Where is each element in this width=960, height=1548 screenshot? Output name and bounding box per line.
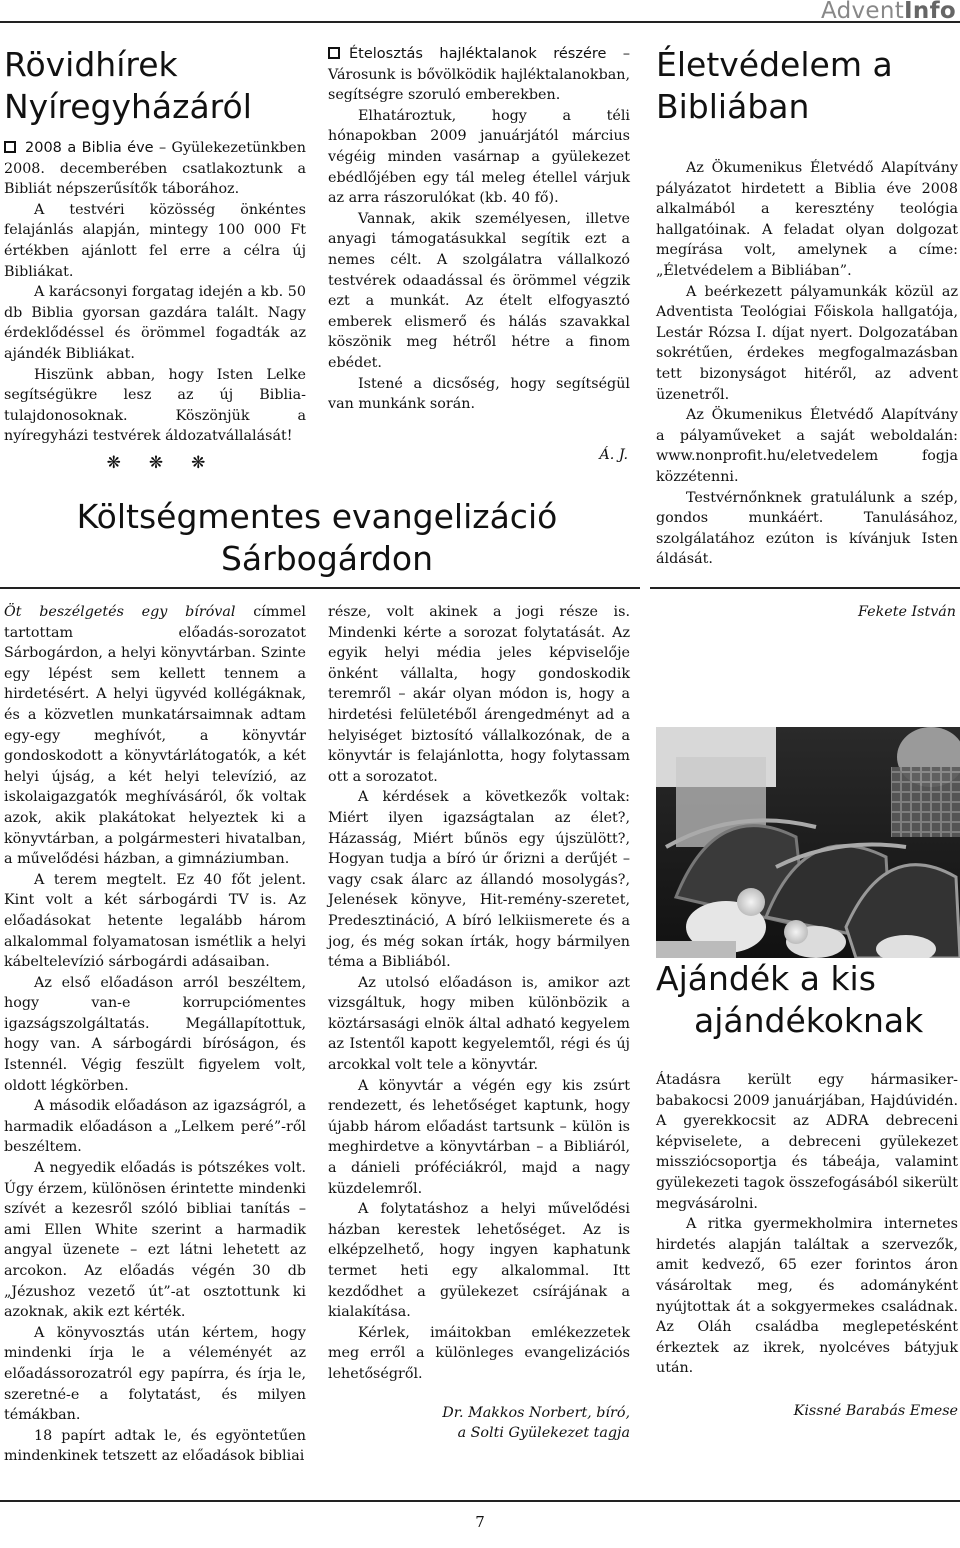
right-bottom-title-line2: ajándékoknak [694,1001,924,1040]
right-top-paragraph: Az Ökumenikus Életvédő Alapítvány a pályaműveket a saját weboldalán: www.nonprofit.hu/eletvedelem fogja közzétenni. [656,407,958,485]
right-bottom-signature: Kissné Barabás Emese [793,1402,958,1419]
left-news-paragraph: Hiszünk abban, hogy Isten Lelke segítségükre lesz az új Biblia-tulajdonosoknak. Köszönjük a nyíregyházi testvérek áldozatvállalását! [4,366,306,445]
feature-paragraph: A második előadáson az igazságról, a harmadik előadáson a „Lelkem peré”-ről beszéltem. [4,1098,306,1156]
right-bottom-paragraph: A ritka gyermekholmira internetes hirdetés alapján találtak a szervezők, amit kedvező, 65 ezer forintos áron vásároltak meg, és adományként nyújtottak át a sokgyermekes családnak. Az Oláh családba meglepetésként érkeztek az ikrek, nyolcéves bátyjuk után. [656,1216,958,1377]
feature-paragraph: A folytatáshoz a helyi művelődési házban kerestek lehetőséget. Az is elképzelhető, hogy ingyen kaphatunk termet heti egy alkalommal. Itt kezdődhet a gyülekezet csírájának a kialakítása. [328,1201,630,1321]
stroller-photo-image [656,727,960,958]
right-top-paragraph: Testvérnőnknek gratulálunk a szép, gondos munkáért. Tanulásához, szolgálatához ezúton is kívánjuk Isten áldását. [656,489,958,568]
left-news-item1-text: – Gyülekezetünkben 2008. decemberében csatlakoztunk a Bibliát népszerűsítők táborához. [4,140,306,198]
middle-news-item [328,44,630,106]
feature-paragraph: 18 papírt adtak le, és egyöntetűen mindenkinek tetszett az előadások bibliai [4,1427,306,1465]
right-bottom-article [656,958,958,1422]
feature-column-2 [328,602,630,1444]
header-rule [0,21,960,23]
feature-paragraph: A terem megtelt. Ez 40 főt jelent. Kint volt a két sárbogárdi TV is. Az előadásokat hetente legalább három alkalommal folyamatosan ismétlik a helyi kábeltelevízió sárbogárdi adásaiban. [4,871,306,971]
middle-news-signature: Á. J. [599,446,628,463]
feature-paragraph: A könyvtár a végén egy kis zsúrt rendezett, és lehetőséget kaptunk, hogy újabb három előadást tartsunk – külön is meghirdetve a könyvtárban – a Bibliáról, a dánieli próféciákról, majd a nagy küzdelemről. [328,1077,630,1197]
right-top-signature: Fekete István [857,604,956,620]
feature-title [4,496,630,580]
middle-news-paragraph: Elhatároztuk, hogy a téli hónapokban 2009 januárjától március végéig minden vasárnap a gyülekezet ebédlőjében egy tál meleg étellel várjuk az arra rászorulókat (kb. 40 fő). [328,107,630,207]
feature-title-line2: Sárbogárdon [220,539,434,578]
left-news-item1-lead: 2008 a Biblia éve [25,140,154,156]
feature-paragraph: Az első előadáson arról beszéltem, hogy van-e korrupciómentes igazságszolgáltatás. Megállapítottuk, hogy van. A sárbogárdi bíróságon, és Istennél. Végig feszült figyelem volt, oldott légkörben. [4,974,306,1094]
right-bottom-title-line1: Ajándék a kis [656,959,876,998]
feature-top-rule [0,587,640,589]
left-news-title: Rövidhírek Nyíregyházáról [4,45,252,126]
right-column-rule [650,587,960,589]
middle-news-item-text: – Városunk is bővölködik hajléktalanokban, segítségre szoruló emberekben. [328,46,630,104]
feature-paragraph: része, volt akinek a jogi része is. Mindenki kérte a sorozat folytatását. Az egyik helyi média jeles képviselője önként vállalta, hogy gondoskodik teremről – akár olyan módon is, hogy a hirdetési felületéből árengedményt ad a helyiséget biztosító vállalkozónak, de a könyvtár is felajánlotta, hogy folytassam ott a sorozatot. [328,604,630,785]
middle-news-article [328,44,630,465]
feature-intro [4,602,306,870]
middle-news-item-lead: Ételosztás hajléktalanok részére [349,46,607,62]
middle-news-paragraph: Istené a dicsőség, hogy segítségül van munkánk során. [328,375,630,413]
feature-signature [328,1403,630,1444]
brand-light: Advent [820,0,905,24]
brand-bold: Info [904,0,956,24]
feature-signature-line1: Dr. Makkos Norbert, bíró, [442,1404,630,1421]
right-top-paragraph: A beérkezett pályamunkák közül az Adventista Teológiai Főiskola hallgatója, Lestár Rózsa I. díjat nyert. Dolgozatában sokrétűen, érdekes megfogalmazásban tett bizonyságot hitéről, az advent üzenetről. [656,283,958,403]
feature-paragraph: A kérdések a következők voltak: Miért ilyen igazságtalan az élet?, Házasság, Miért bűnös egy újszülött?, Hogyan tudja a bíró úr őrizni a derűjét – vagy csak álarc az állandó mosolygás?, Jelenések könyve, Hit-remény-szeretet, Predesztináció, A bíró lelkiismerete és a jog, és még sokan írták, hogy bármilyen téma a Bibliából. [328,789,630,971]
feature-headline [4,496,630,580]
checkbox-bullet-icon [328,47,340,59]
checkbox-bullet-icon [4,141,16,153]
right-bottom-title [656,958,958,1042]
separator-stars: ❋❋❋ [106,452,234,473]
feature-intro-rest: címmel tartottam előadás-sorozatot Sárbogárdon, a helyi könyvtárban. Szinte egy lépést sem kellett tennem a hirdetésért. A helyi ügyvéd kollégáknak, és a közvetlen munkatársaimnak adtam egy-egy meghívót, a könyvtár gondoskodott a könyvtárlátogatók, a két helyi újság, a két helyi televízió, az iskolaigazgatók meghívásáról, ők voltak azok, akik plakátokat helyeztek ki a könyvtárban, a polgármesteri hivatalban, a művelődési házban, a gimnáziumban. [4,604,306,868]
right-top-title: Életvédelem a Bibliában [656,45,893,126]
right-bottom-paragraph: Átadásra került egy hármasiker-babakocsi 2009 januárjában, Hajdúvidén. A gyerekkocsit az ADRA debreceni képviselete, a debreceni gyülekezet missziócsoportja és tábeája, valamint gyülekezeti tagok összefogásából sikerült megvásárolni. [656,1072,958,1212]
stroller-photo [656,727,960,958]
left-news-item1 [4,138,306,200]
right-top-paragraph: Az Ökumenikus Életvédő Alapítvány pályázatot hirdetett a Biblia éve 2008 alkalmából a keresztény teológia hallgatóinak. A feladat olyan dolgozat megírása volt, amelynek a címe: „Életvédelem a Bibliában”. [656,160,958,279]
feature-column-1 [4,602,306,1467]
middle-news-paragraph: Vannak, akik személyesen, illetve anyagi támogatásukkal segítik ezt a nemes célt. A szolgálatra vállalkozó testvérek odaadással és örömmel végzik ezt a munkát. Az ételt elfogyasztó emberek elismerő és hálás szavakkal köszönik meg hétről hétre a finom ebédet. [328,210,630,371]
right-top-article [656,44,958,570]
feature-paragraph: Kérlek, imáitokban emlékezzetek meg erről a különleges evangelizációs lehetőségről. [328,1324,630,1382]
left-news-article [4,44,306,473]
feature-paragraph: A negyedik előadás is pótszékes volt. Úgy érzem, különösen érintette mindenki szívét a kezesről szóló bibliai tanítás – ami Ellen White szerint a harmadik angyal üzenete – ezt látni lehetett az arcokon. Az előadás végén 30 db „Jézushoz vezető út”-at osztottunk ki azoknak, akik ezt kérték. [4,1160,306,1321]
feature-paragraph: A könyvosztás után kértem, hogy mindenki írja le a véleményét az előadássorozatról egy papírra, és írja le, szeretné-e a folytatást, és milyen témákban. [4,1324,306,1424]
page-number: 7 [475,1513,485,1531]
left-news-paragraph: A karácsonyi forgatag idején a kb. 50 db Biblia gyorsan gazdára talált. Nagy érdeklődéssel és örömmel fogadták az ajándék Bibliákat. [4,284,306,362]
feature-signature-line2: a Solti Gyülekezet tagja [457,1425,630,1442]
left-news-paragraph: A testvéri közösség önkéntes felajánlás alapján, mintegy 100 000 Ft értékben ajánlott fel erre a célra új Bibliákat. [4,201,306,280]
footer-rule [0,1500,960,1502]
feature-paragraph: Az utolsó előadáson is, amikor azt vizsgáltuk, hogy miben különbözik a köztársasági elnök által adható kegyelem az Istentől kapott kegyelemtől, régi és új arcokkal volt tele a könyvtár. [328,974,630,1074]
feature-title-line1: Költségmentes evangelizáció [76,497,558,536]
feature-intro-italic: Öt beszélgetés egy bíróval [4,604,236,620]
